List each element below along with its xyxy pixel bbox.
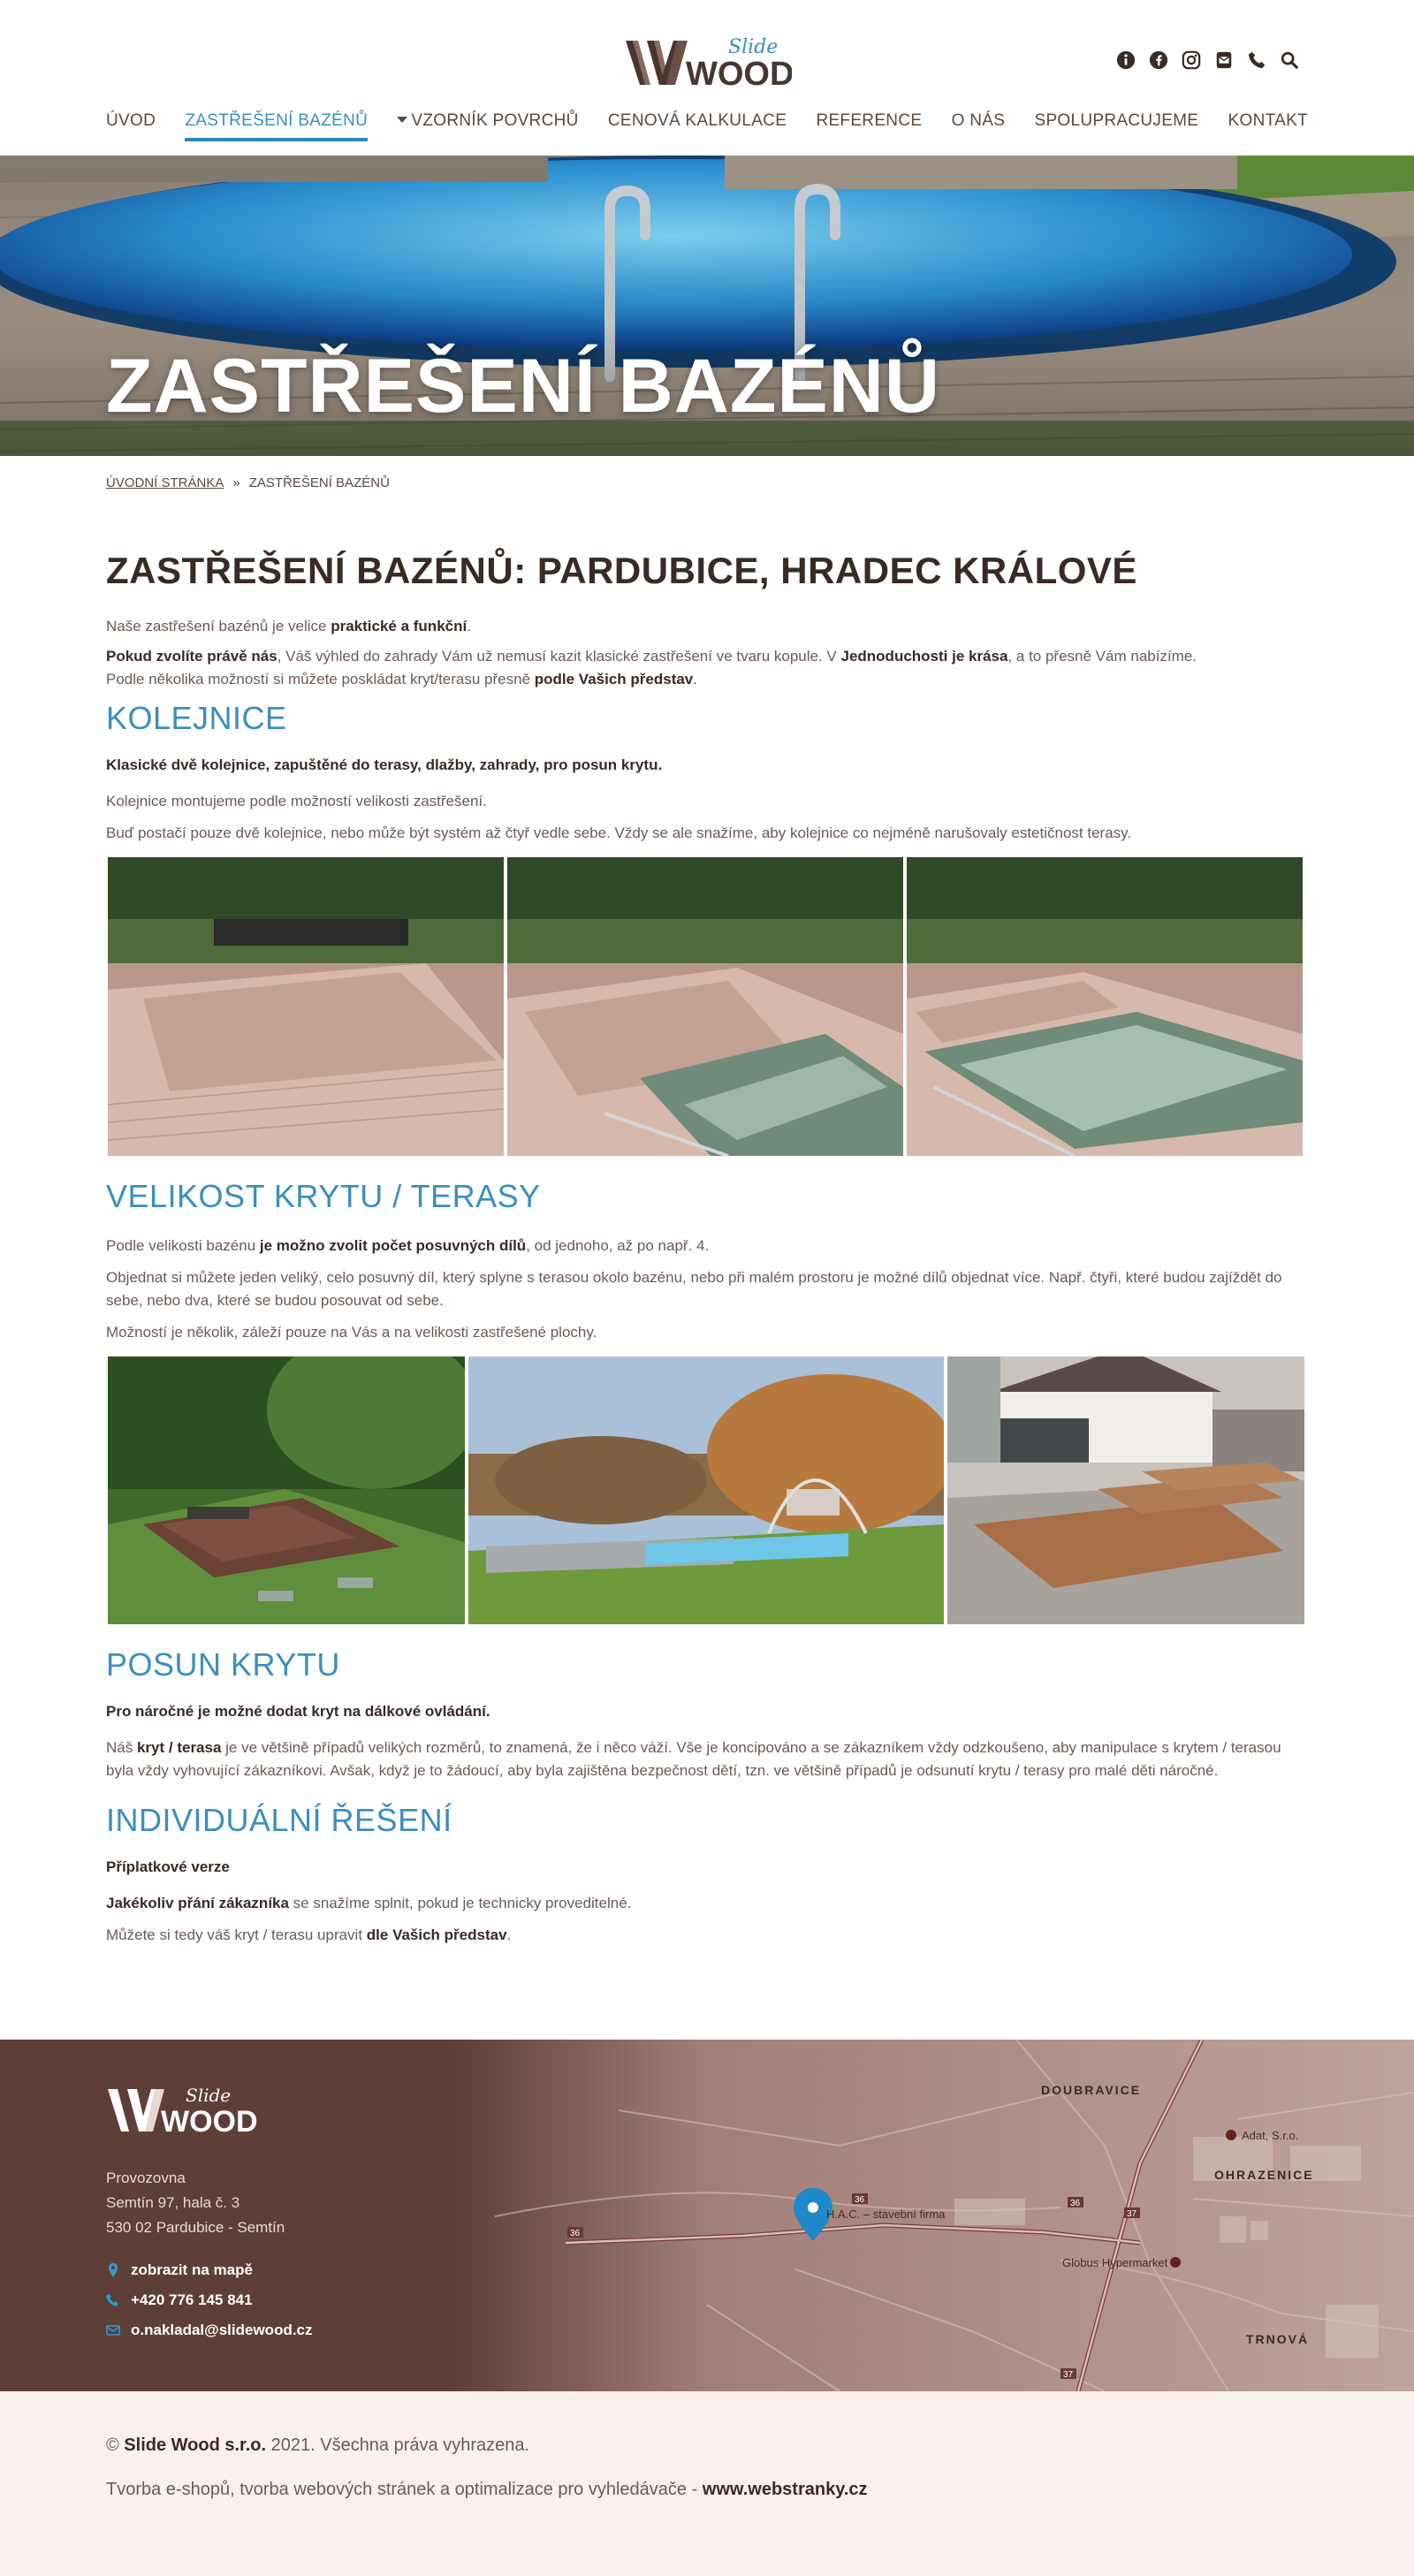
logo-script-text: Slide [728,36,779,58]
page-title: ZASTŘEŠENÍ BAZÉNŮ: PARDUBICE, HRADEC KRÁLOVÉ [106,550,1137,591]
gallery-photo-garden-deck[interactable] [108,1356,465,1629]
hero-title: ZASTŘEŠENÍ BAZÉNŮ [106,344,940,429]
map-road-36-east: 36 [1070,2199,1081,2208]
intro-paragraph-2: Pokud zvolíte právě nás, Váš výhled do zahrady Vám už nemusí kazit klasické zastřešení ve tvaru kopule. V Jednoduchosti je krása, a to přesně Vám nabízíme. [106,648,1197,665]
phone-icon [106,2293,120,2307]
nav-item-zastreseni-bazenu[interactable]: ZASTŘEŠENÍ BAZÉNŮ [185,111,368,141]
site-footer [0,2040,1414,2391]
credit-link[interactable]: www.webstranky.cz [702,2480,868,2499]
gallery-kolejnice [108,857,1308,1160]
breadcrumb-home-link[interactable]: ÚVODNÍ STRÁNKA [106,475,224,490]
gallery-photo-deck-half-open[interactable] [507,857,903,1160]
gallery-velikost-krytu [108,1356,1308,1629]
footer-address-label: Provozovna [106,2169,186,2186]
nav-item-spolupracujeme[interactable]: SPOLUPRACUJEME [1034,111,1199,130]
section-heading-kolejnice: KOLEJNICE [106,700,287,736]
map-label-trnova: TRNOVÁ [1246,2332,1310,2346]
footer-info [106,2082,313,2339]
section-lead-individualni-reseni: Příplatkové verze [106,1858,230,1875]
nav-item-kontakt[interactable]: KONTAKT [1228,111,1308,130]
gallery-photo-multi-segment-deck[interactable] [947,1356,1304,1629]
search-icon[interactable] [1279,49,1300,71]
map-road-36-west: 36 [570,2229,581,2238]
individualni-paragraph-2: Můžete si tedy váš kryt / terasu upravit dle Vašich představ. [106,1926,512,1943]
breadcrumb-separator: » [232,475,240,490]
site-logo[interactable] [624,30,792,92]
nav-item-vzornik-povrchu[interactable]: VZORNÍK POVRCHŮ [397,111,578,141]
individualni-paragraph-1: Jakékoliv přání zákazníka se snažíme splnit, pokud je technicky proveditelné. [106,1895,632,1911]
facebook-icon[interactable] [1148,49,1169,71]
map-road-37-south: 37 [1063,2370,1074,2380]
main-content [106,550,1308,1954]
chevron-down-icon [397,117,407,123]
breadcrumb [106,475,390,490]
svg-text:Slide: Slide [186,2085,232,2106]
credit-text: Tvorba e-shopů, tvorba webových stránek a optimalizace pro vyhledávače - www.webstranky.cz [106,2480,868,2499]
logo-main-text: WOOD [686,56,792,92]
map-label-ohrazenice: OHRAZENICE [1214,2168,1314,2182]
footer-logo[interactable] [106,2082,265,2139]
copyright-bar [0,2391,1414,2576]
gallery-photo-deck-open[interactable] [907,857,1303,1160]
main-nav [106,111,1308,141]
mail-icon[interactable] [1213,49,1235,71]
footer-address [106,2166,313,2240]
section-lead-kolejnice: Klasické dvě kolejnice, zapuštěné do terasy, dlažby, zahrady, pro posun krytu. [106,756,663,773]
footer-map-link[interactable]: zobrazit na mapě [106,2261,313,2279]
header-icon-bar [1115,49,1300,71]
kolejnice-paragraph-2: Buď postačí pouze dvě kolejnice, nebo může být systém až čtyř vedle sebe. Vždy se ale snažíme, aby kolejnice co nejméně narušovaly estetičnost terasy. [106,824,1132,841]
site-header [0,0,1414,156]
nav-item-reference[interactable]: REFERENCE [816,111,923,130]
velikost-paragraph-1: Podle velikosti bazénu je možno zvolit počet posuvných dílů, od jednoho, až po např. 4. [106,1237,710,1254]
copyright-text: © Slide Wood s.r.o. 2021. Všechna práva vyhrazena. [106,2435,530,2455]
nav-item-cenova-kalkulace[interactable]: CENOVÁ KALKULACE [607,111,787,130]
map-road-36: 36 [855,2195,865,2205]
section-lead-posun-krytu: Pro náročné je možné dodat kryt na dálkové ovládání. [106,1703,490,1720]
velikost-paragraph-2: Objednat si můžete jeden veliký, celo posuvný díl, který splyne s terasou okolo bazénu, nebo při malém prostoru je možné dílů objednat více. Např. čtyři, které budou zajíždět do sebe, nebo dva, které se budou posouvat od sebe. [106,1269,1282,1309]
map-poi-globus[interactable] [1062,2256,1181,2269]
posun-paragraph-1: Náš kryt / terasa je ve většině případů velikých rozměrů, to znamená, že i něco váží. Vše je koncipováno a se zákazníkem vždy odzkoušeno, aby manipulace s krytem / terasou byla vždy vyhovující zákazníkovi. Avšak, když je to žádoucí, aby byla zajištěna bezpečnost dětí, tzn. ve většině případů je odsunutí krytu / terasy pro malé děti náročné. [106,1739,1281,1779]
map-road-37: 37 [1127,2209,1137,2219]
intro-paragraph-1: Naše zastřešení bazénů je velice praktické a funkční. [106,618,471,635]
breadcrumb-current: ZASTŘEŠENÍ BAZÉNŮ [248,475,390,490]
gallery-photo-pool-swing[interactable] [468,1356,944,1629]
logo-w-mark [626,41,688,85]
svg-text:WOOD: WOOD [161,2105,258,2139]
section-heading-individualni-reseni: INDIVIDUÁLNÍ ŘEŠENÍ [106,1802,452,1838]
map-marker-icon [106,2263,120,2277]
envelope-icon [106,2323,120,2337]
map-label-doubravice: DOUBRAVICE [1041,2083,1142,2097]
svg-text:Adat, S.r.o.: Adat, S.r.o. [1242,2129,1299,2142]
instagram-icon[interactable] [1181,49,1202,71]
footer-email-link[interactable]: o.nakladal@slidewood.cz [106,2321,313,2339]
info-icon[interactable] [1115,49,1137,71]
footer-phone-link[interactable]: +420 776 145 841 [106,2291,313,2309]
nav-item-uvod[interactable]: ÚVOD [106,111,156,130]
velikost-paragraph-3: Možností je několik, záleží pouze na Vás a na velikosti zastřešené plochy. [106,1324,597,1341]
kolejnice-paragraph-1: Kolejnice montujeme podle možností velikosti zastřešení. [106,793,487,809]
map-label-hac: H.A.C. – stavební firma [826,2207,946,2221]
section-heading-velikost-krytu: VELIKOST KRYTU / TERASY [106,1178,541,1214]
footer-address-line1: Semtín 97, hala č. 3 [106,2194,240,2211]
gallery-photo-deck-closed[interactable] [108,857,504,1160]
hero-banner [0,156,1414,456]
phone-icon[interactable] [1246,49,1267,71]
nav-item-o-nas[interactable]: O NÁS [951,111,1006,130]
svg-text:Globus Hypermarket: Globus Hypermarket [1062,2256,1168,2269]
intro-paragraph-3: Podle několika možností si můžete poskládat kryt/terasu přesně podle Vašich představ. [106,671,697,688]
footer-contacts [106,2261,313,2339]
footer-address-line2: 530 02 Pardubice - Semtín [106,2219,285,2236]
section-heading-posun-krytu: POSUN KRYTU [106,1646,340,1683]
